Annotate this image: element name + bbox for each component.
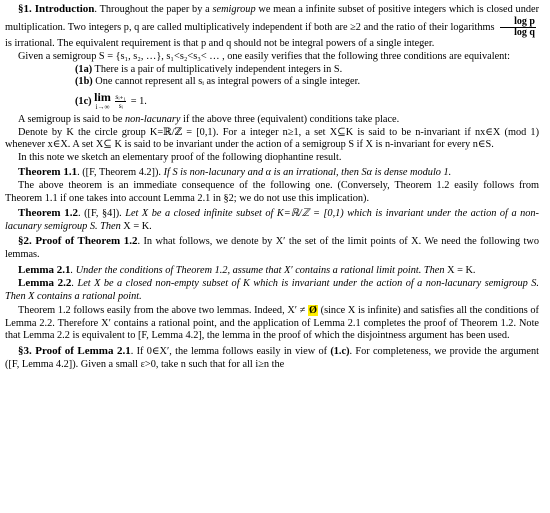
denote-paragraph: Denote by K the circle group K=ℝ/ℤ = [0,1). For a integer n≥1, a set X⊆K is said to be n-invariant if nx∈X (mod 1) whenever x∈X. A set X⊆ K is said to be invariant under the action of a semigroup S if X is n-invariant for every n∈S.	[5, 126, 539, 151]
limit-expression: lim i→∞	[94, 89, 111, 111]
empty-set-highlight: Ø	[308, 305, 317, 317]
equation-ref-1c: (1.c)	[330, 346, 350, 358]
ratio-fraction: $\frac{\text{sᵢ₊₁}}{\text{sᵢ}}$	[115, 91, 127, 110]
non-lacunary-definition: A semigroup is said to be non-lacunary if the above three (equivalent) conditions take place.	[18, 113, 400, 125]
theorem-1-2: Theorem 1.2. ([F, §4]). Let X be a closed infinite subset of K=ℝ/ℤ = [0,1) which is invariant under the action of a non-lacunary semigroup S. Then X = K.	[5, 207, 539, 232]
section-2-heading: §2. Proof of Theorem 1.2	[18, 235, 138, 248]
term-non-lacunary: non-lacunary	[124, 113, 181, 125]
condition-1c: (1c) lim i→∞ $\frac{\text{sᵢ₊₁}}{\text{sᵢ}} = 1$.	[75, 89, 147, 111]
above-paragraph: The above theorem is an immediate consequence of the following one. (Conversely, Theorem 1.2 easily follows from Theorem 1.1 if one takes into account Lemma 2.1 in §2; we do not use this implication).	[5, 179, 539, 204]
term-semigroup: semigroup	[212, 4, 256, 15]
theorem-1-1: Theorem 1.1. ([F, Theorem 4.2]). If S is non-lacunary and α is an irrational, then Sα is dense modulo 1.	[18, 166, 452, 179]
section-1-heading: §1. Introduction	[18, 3, 95, 15]
lemma-2-1: Lemma 2.1. Under the conditions of Theorem 1.2, assume that X′ contains a rational limit point. Then X = K.	[18, 263, 476, 276]
section-3-paragraph: §3. Proof of Lemma 2.1. If 0∈X′, the lemma follows easily in view of (1.c). For completeness, we provide the argument ([F, Lemma 4.2]). Given a small ε>0, take n such that for all i≥n the	[5, 345, 539, 370]
lemma-2-1-label: Lemma 2.1	[18, 263, 71, 276]
follows-paragraph: Theorem 1.2 follows easily from the above two lemmas. Indeed, X′ ≠ Ø (since X is infinite) and satisfies all the conditions of Lemma 2.2. Therefore X′ contains a rational point, and the application of Lemma 2.1 completes the proof of Theorem 1.2. Note that Lemma 2.2 is equivalent to [F, Lemma 4.2], the lemma in the proof of which the disjointness argument has been used.	[5, 305, 539, 342]
theorem-1-1-label: Theorem 1.1	[18, 166, 78, 179]
lemma-2-2-label: Lemma 2.2	[18, 277, 72, 290]
section-3-heading: §3. Proof of Lemma 2.1	[18, 345, 131, 358]
intro-paragraph: §1. Introduction. Throughout the paper by a semigroup we mean a infinite subset of positive integers which is closed under multiplication. Two integers p, q are called multiplicatively independent if both are ≥2 and the ratio of their logarithms $\frac{\text{log p}}{\text{log q}}$ is irrational. The equivalent requirement is that p and q should not be integral powers of a single integer.	[5, 3, 540, 49]
paper-page	[5, 3, 539, 371]
section-2-paragraph: §2. Proof of Theorem 1.2. In what follows, we denote by X′ the set of the limit points of X. We need the following two lemmas.	[5, 235, 539, 260]
given-paragraph: Given a semigroup S = {s₁, s₂, …}, s₁<s₂<s₃< … , one easily verifies that the following three conditions are equivalent:	[18, 51, 511, 63]
elementary-paragraph: In this note we sketch an elementary proof of the following diophantine result.	[18, 151, 342, 163]
condition-1b: (1b) One cannot represent all sᵢ as integral powers of a single integer.	[75, 76, 361, 88]
condition-1a: (1a) There is a pair of multiplicatively independent integers in S.	[75, 63, 343, 75]
lemma-2-2: Lemma 2.2. Let X be a closed non-empty subset of K which is invariant under the action of a non-lacunary semigroup S. Then X contains a rational point.	[5, 277, 539, 302]
log-ratio-fraction: $\frac{\text{log p}}{\text{log q}}$	[500, 17, 536, 38]
theorem-1-2-label: Theorem 1.2	[18, 207, 79, 220]
